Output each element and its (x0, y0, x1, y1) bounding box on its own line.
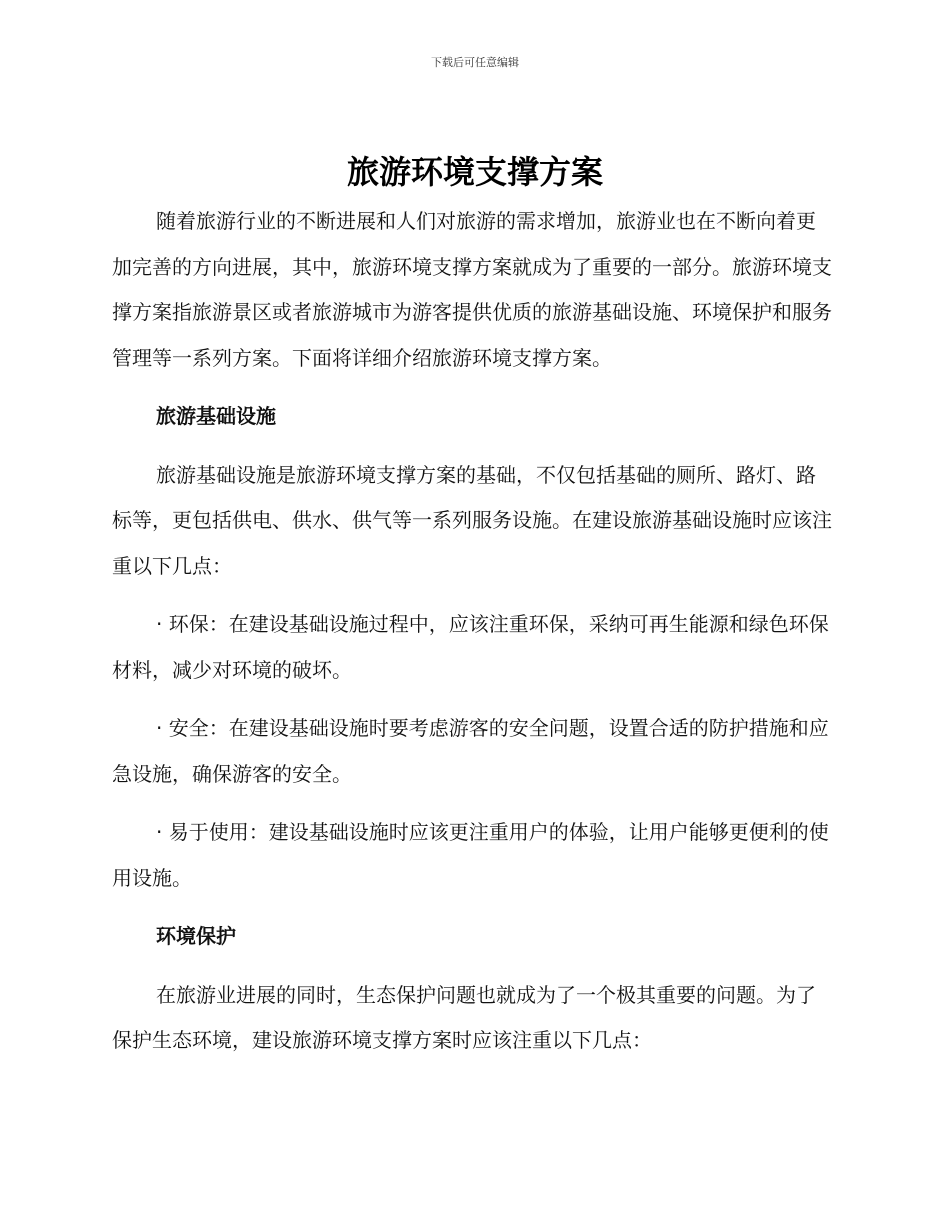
bullet-item-environmental: · 环保：在建设基础设施过程中，应该注重环保，采纳可再生能源和绿色环保材料，减少对环境的破坏。 (112, 612, 829, 682)
infrastructure-paragraph: 旅游基础设施是旅游环境支撑方案的基础，不仅包括基础的厕所、路灯、路标等，更包括供电、供水、供气等一系列服务设施。在建设旅游基础设施时应该注重以下几点： (112, 462, 832, 578)
environment-protection-paragraph: 在旅游业进展的同时，生态保护问题也就成为了一个极其重要的问题。为了保护生态环境，建设旅游环境支撑方案时应该注重以下几点： (112, 982, 816, 1052)
section-heading-infrastructure: 旅游基础设施 (156, 404, 276, 428)
document-body (112, 199, 834, 1077)
document-title: 旅游环境支撑方案 (346, 153, 603, 191)
page-header-note: 下载后可任意编辑 (431, 56, 519, 69)
bullet-item-usability: · 易于使用：建设基础设施时应该更注重用户的体验，让用户能够更便利的使用设施。 (112, 820, 829, 890)
section-heading-environment-protection: 环境保护 (156, 924, 236, 948)
bullet-item-safety: · 安全：在建设基础设施时要考虑游客的安全问题，设置合适的防护措施和应急设施，确保游客的安全。 (112, 716, 829, 786)
intro-paragraph: 随着旅游行业的不断进展和人们对旅游的需求增加，旅游业也在不断向着更加完善的方向进展，其中，旅游环境支撑方案就成为了重要的一部分。旅游环境支撑方案指旅游景区或者旅游城市为游客提供优质的旅游基础设施、环境保护和服务管理等一系列方案。下面将详细介绍旅游环境支撑方案。 (112, 209, 832, 370)
